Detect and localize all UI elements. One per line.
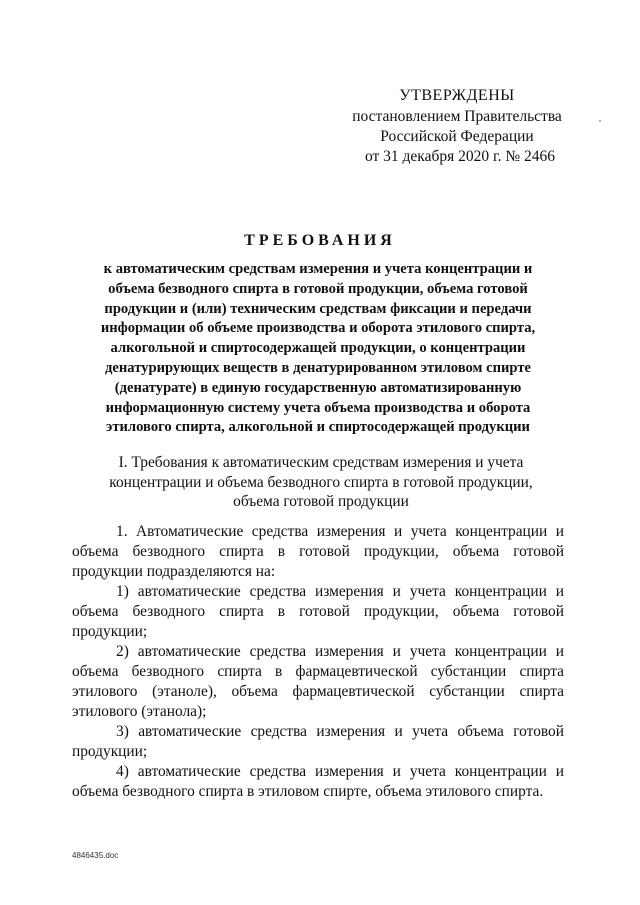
document-subtitle: к автоматическим средствам измерения и учета концентрации и объема безводного спирта в готовой продукции, объема готовой продукции и (или) техническим средствам фиксации и передачи информации об объеме производства и оборота этилового спирта, алкогольной и спиртосодержащей продукции, о концентрации денатурирующих веществ в денатурированном этиловом спирте (денатурате) в единую государственную автоматизированную информационную систему учета объема производства и оборота этилового спирта, алкогольной и спиртосодержащей продукции xyxy=(100,261,536,436)
document-title: ТРЕБОВАНИЯ xyxy=(244,232,396,249)
paragraph-1-item-3: 3) автоматические средства измерения и учета объема готовой продукции; xyxy=(72,723,564,760)
approval-heading: УТВЕРЖДЕНЫ xyxy=(399,87,515,104)
approval-block xyxy=(352,86,562,167)
body-text xyxy=(72,522,564,802)
paragraph-1: 1. Автоматические средства измерения и учета концентрации и объема безводного спирта в готовой продукции, объема готовой продукции подразделяются на: xyxy=(72,523,564,580)
approval-line-3: от 31 декабря 2020 г. № 2466 xyxy=(364,148,556,165)
footer-filename: 4846435.doc xyxy=(72,851,119,860)
approval-line-2: Российской Федерации xyxy=(380,128,534,145)
approval-line-1: постановлением Правительства xyxy=(352,108,562,125)
scan-speck xyxy=(599,120,601,122)
paragraph-1-item-4: 4) автоматические средства измерения и учета концентрации и объема безводного спирта в этиловом спирте, объема этилового спирта. xyxy=(72,763,564,800)
section-heading: I. Требования к автоматическим средствам измерения и учета концентрации и объема безводного спирта в готовой продукции, объема готовой продукции xyxy=(109,454,533,511)
paragraph-1-item-1: 1) автоматические средства измерения и учета концентрации и объема безводного спирта в готовой продукции, объема готовой продукции; xyxy=(72,583,564,640)
paragraph-1-item-2: 2) автоматические средства измерения и учета концентрации и объема безводного спирта в фармацевтической субстанции спирта этилового (этаноле), объема фармацевтической субстанции спирта этилового (этанола); xyxy=(72,643,564,720)
